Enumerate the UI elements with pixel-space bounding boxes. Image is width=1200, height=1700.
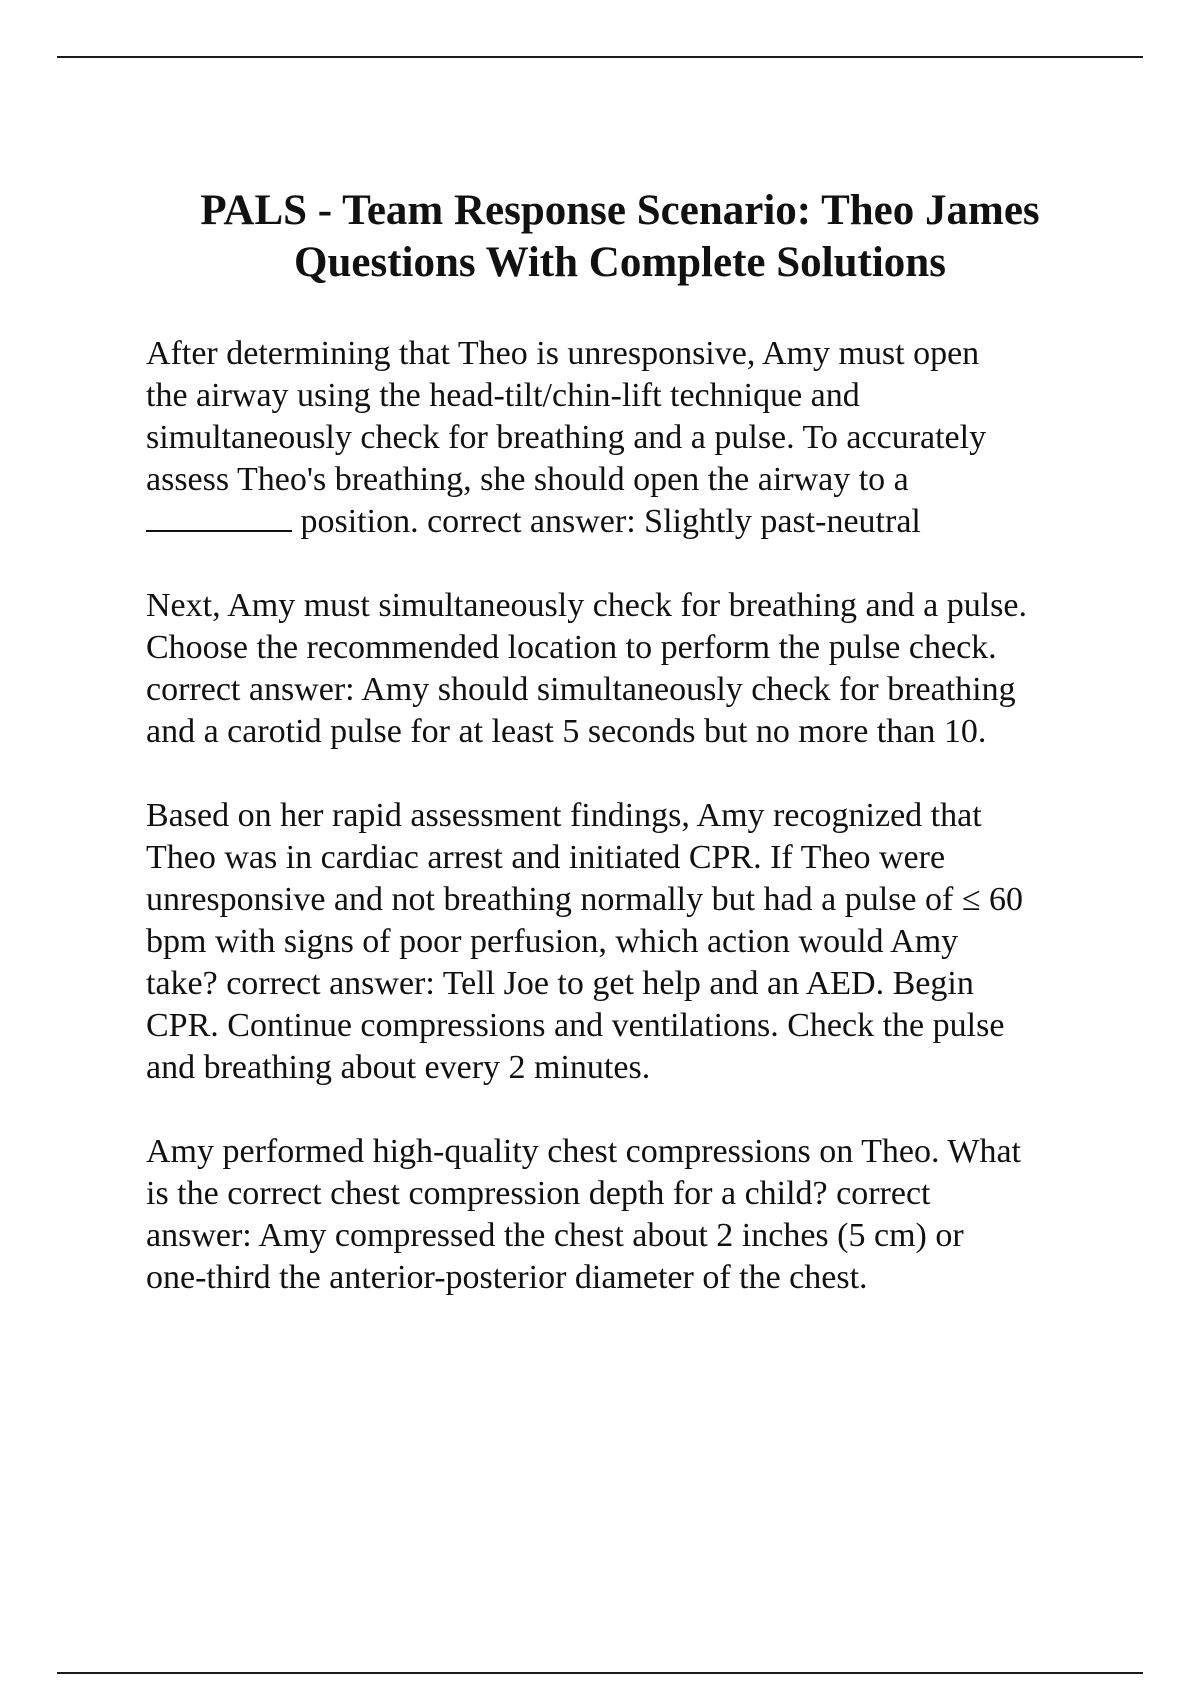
- qa-line: and a carotid pulse for at least 5 seconds but no more than 10.: [146, 713, 987, 750]
- qa-line: assess Theo's breathing, she should open the airway to a: [146, 461, 909, 498]
- qa-line: is the correct chest compression depth for a child? correct: [146, 1175, 931, 1212]
- fill-in-blank: [146, 504, 292, 532]
- document-title: [140, 185, 1100, 289]
- qa-item-1: [146, 333, 1106, 543]
- qa-line: Based on her rapid assessment findings, Amy recognized that: [146, 797, 982, 834]
- qa-line: unresponsive and not breathing normally but had a pulse of ≤ 60: [146, 881, 1023, 918]
- qa-line: the airway using the head-tilt/chin-lift technique and: [146, 377, 860, 414]
- qa-line: one-third the anterior-posterior diameter of the chest.: [146, 1259, 868, 1296]
- qa-line-text: position. correct answer: Slightly past-neutral: [300, 503, 921, 540]
- qa-line: simultaneously check for breathing and a pulse. To accurately: [146, 419, 987, 456]
- qa-line: Theo was in cardiac arrest and initiated CPR. If Theo were: [146, 839, 946, 876]
- qa-line: Next, Amy must simultaneously check for breathing and a pulse.: [146, 587, 1027, 624]
- qa-item-4: [146, 1131, 1106, 1299]
- qa-item-2: [146, 585, 1106, 753]
- qa-line: bpm with signs of poor perfusion, which action would Amy: [146, 923, 959, 960]
- qa-line: Choose the recommended location to perform the pulse check.: [146, 629, 997, 666]
- document-body: [146, 333, 1106, 1341]
- qa-line: Amy performed high-quality chest compressions on Theo. What: [146, 1133, 1022, 1170]
- title-line: Questions With Complete Solutions: [294, 239, 946, 286]
- qa-line: correct answer: Amy should simultaneously check for breathing: [146, 671, 1016, 708]
- bottom-divider: [57, 1672, 1143, 1674]
- qa-line: take? correct answer: Tell Joe to get help and an AED. Begin: [146, 965, 974, 1002]
- qa-line-with-blank: [146, 501, 1106, 543]
- title-line: PALS - Team Response Scenario: Theo James: [200, 187, 1040, 234]
- top-divider: [57, 56, 1143, 58]
- qa-line: answer: Amy compressed the chest about 2 inches (5 cm) or: [146, 1217, 964, 1254]
- qa-item-3: [146, 795, 1106, 1089]
- qa-line: After determining that Theo is unresponsive, Amy must open: [146, 335, 980, 372]
- qa-line: CPR. Continue compressions and ventilations. Check the pulse: [146, 1007, 1005, 1044]
- qa-line: and breathing about every 2 minutes.: [146, 1049, 651, 1086]
